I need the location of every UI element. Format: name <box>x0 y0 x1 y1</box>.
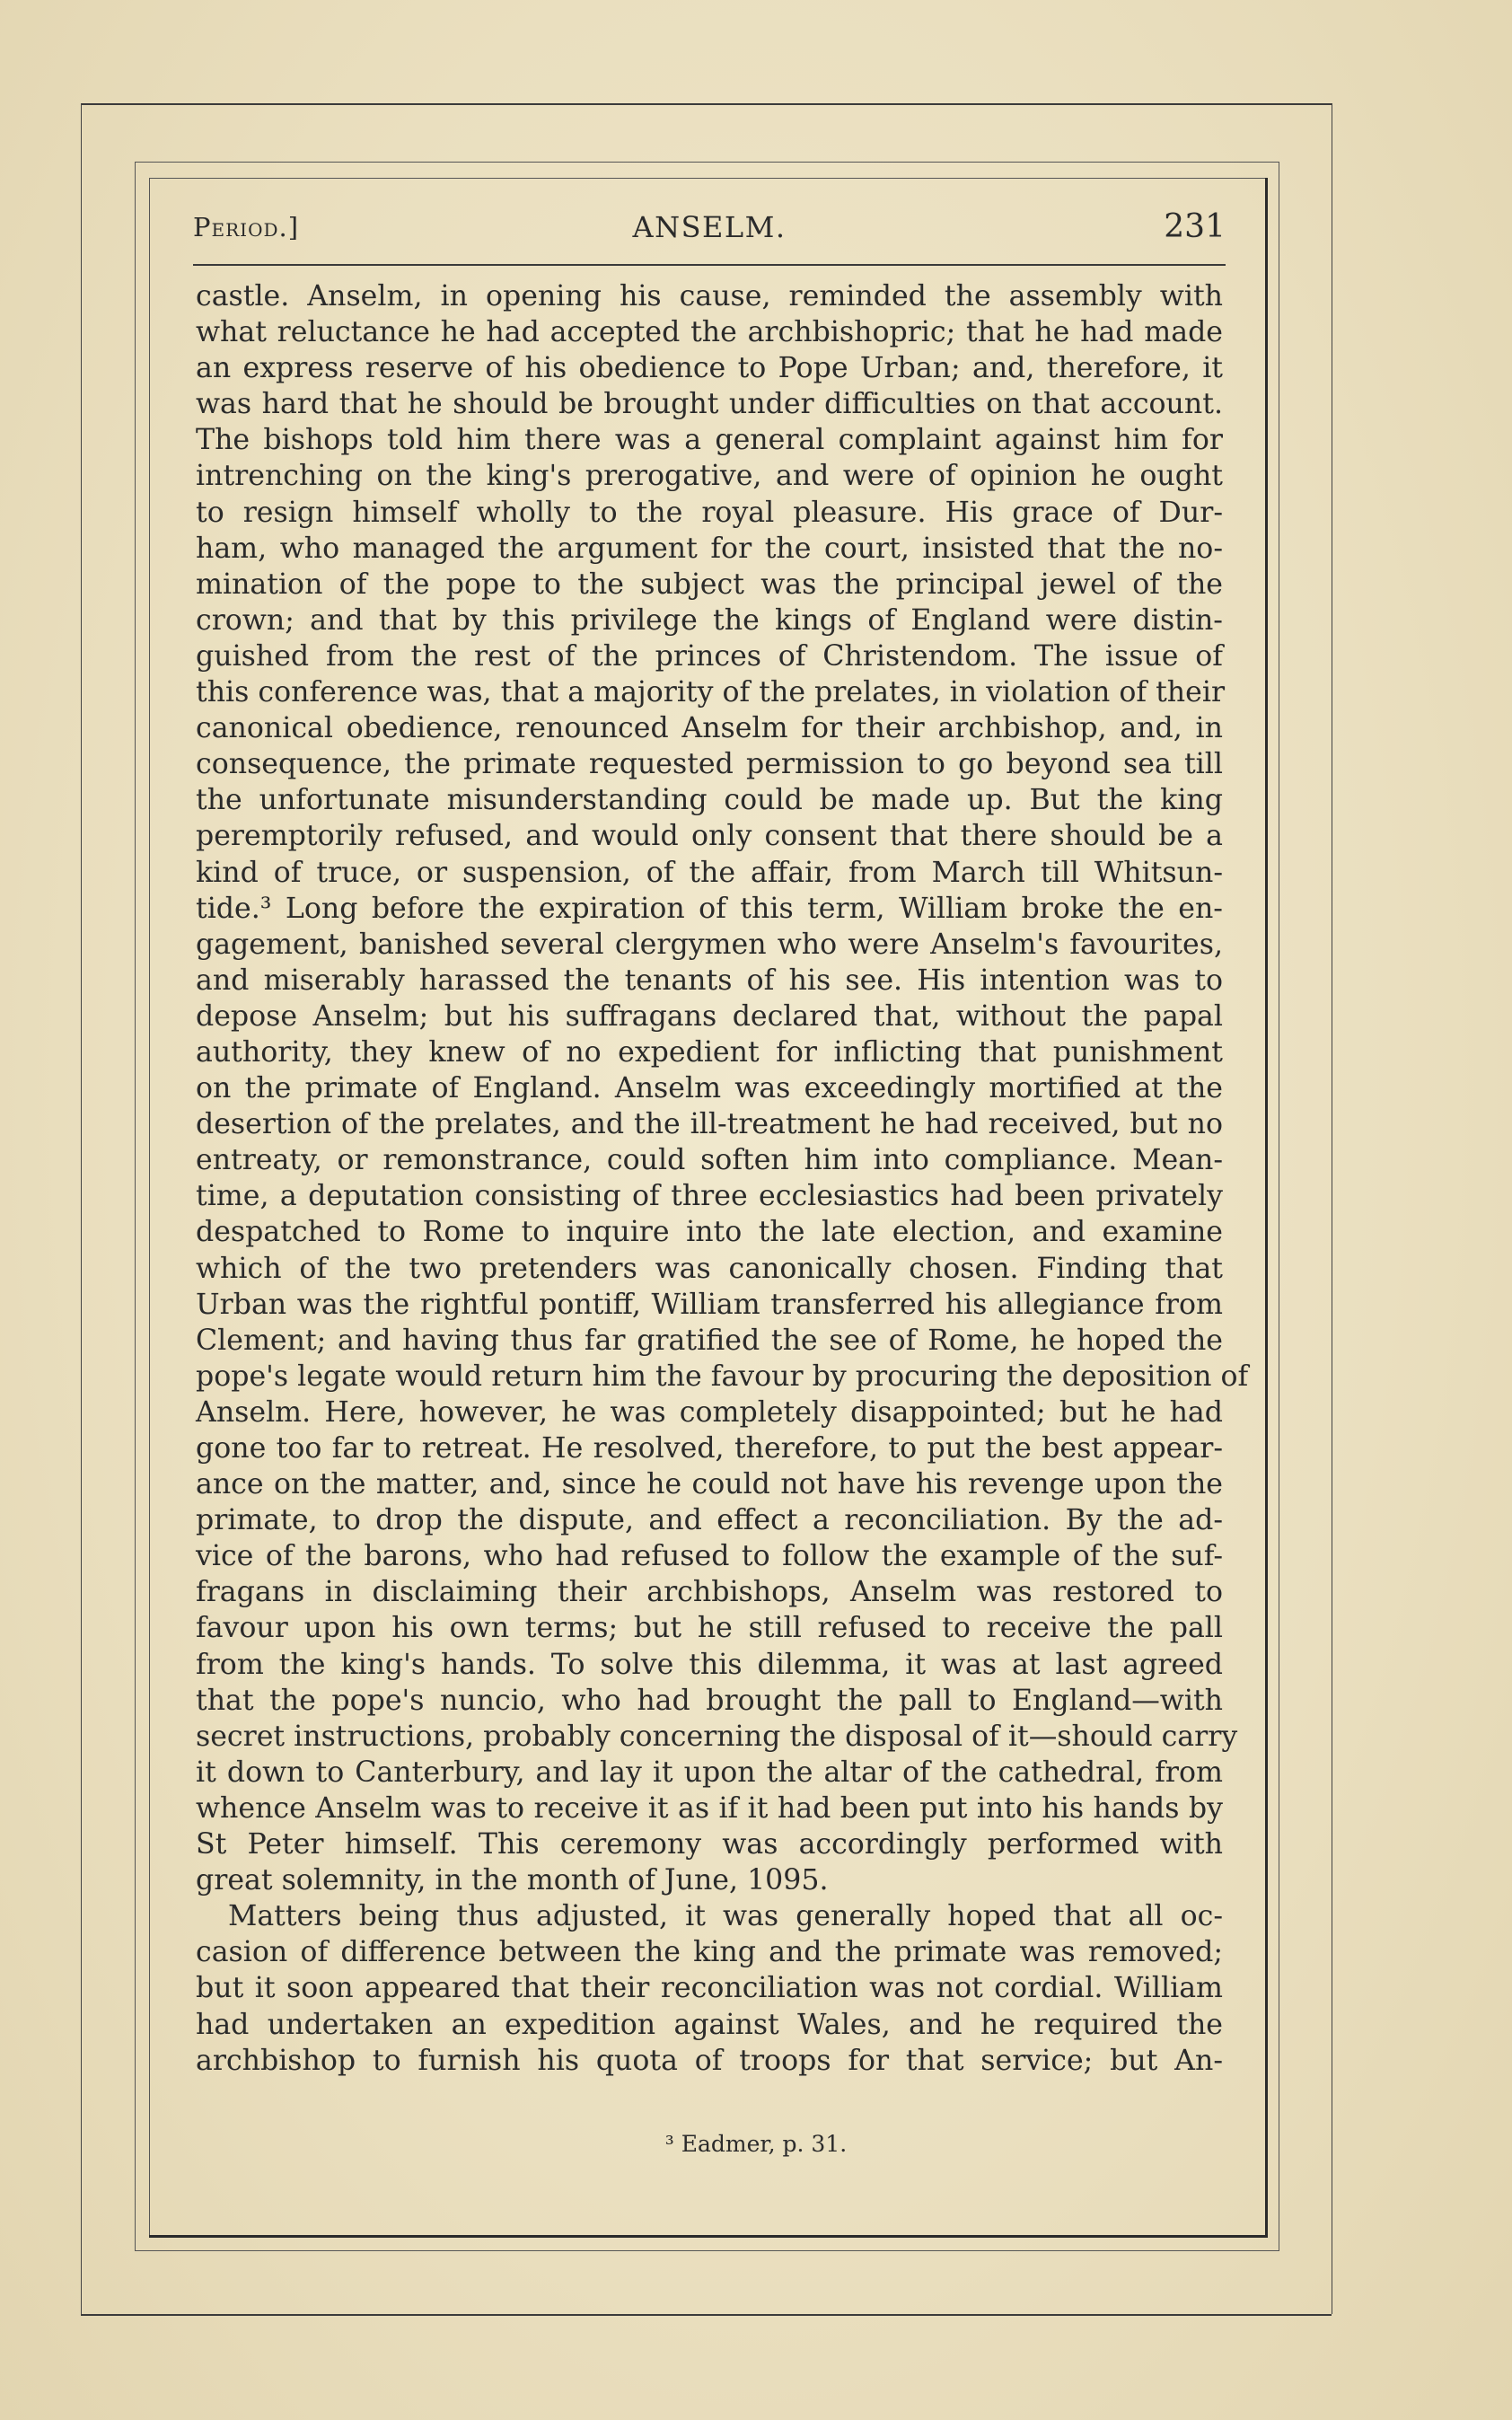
text-line: Urban was the rightful pontiff, William transferred his allegiance from <box>196 1288 1223 1321</box>
header-rule <box>193 264 1226 266</box>
body-text <box>196 278 1249 2079</box>
text-line: the unfortunate misunderstanding could be made up. But the king <box>196 784 1223 817</box>
text-line: favour upon his own terms; but he still refused to receive the pall <box>196 1612 1223 1645</box>
text-line: was hard that he should be brought under difficulties on that account. <box>196 388 1223 421</box>
text-line: gagement, banished several clergymen who were Anselm's favourites, <box>196 928 1223 961</box>
text-line: had undertaken an expedition against Wales, and he required the <box>196 2008 1223 2041</box>
running-head-period: Period.] <box>193 212 300 242</box>
text-line: castle. Anselm, in opening his cause, reminded the assembly with <box>196 280 1223 312</box>
text-line: gone too far to retreat. He resolved, therefore, to put the best appear- <box>196 1432 1223 1465</box>
text-line: entreaty, or remonstrance, could soften him into compliance. Mean- <box>196 1144 1223 1177</box>
text-line: peremptorily refused, and would only consent that there should be a <box>196 820 1223 853</box>
text-line: what reluctance he had accepted the archbishopric; that he had made <box>196 316 1223 349</box>
text-line: intrenching on the king's prerogative, and were of opinion he ought <box>196 460 1223 493</box>
text-line: pope's legate would return him the favour by procuring the deposition of <box>196 1360 1249 1393</box>
text-line: on the primate of England. Anselm was exceedingly mortified at the <box>196 1072 1223 1105</box>
text-line: whence Anselm was to receive it as if it had been put into his hands by <box>196 1791 1223 1825</box>
text-line: The bishops told him there was a general complaint against him for <box>196 424 1223 457</box>
text-line: from the king's hands. To solve this dilemma, it was at last agreed <box>196 1648 1223 1681</box>
text-line: vice of the barons, who had refused to follow the example of the suf- <box>196 1540 1223 1573</box>
text-line: kind of truce, or suspension, of the affair, from March till Whitsun- <box>196 856 1223 889</box>
inner-frame-accent-right <box>1265 178 1268 2236</box>
text-line: archbishop to furnish his quota of troops for that service; but An- <box>196 2044 1223 2077</box>
text-line: fragans in disclaiming their archbishops, Anselm was restored to <box>196 1576 1223 1609</box>
text-line: consequence, the primate requested permission to go beyond sea till <box>196 748 1223 781</box>
text-line: Clement; and having thus far gratified the see of Rome, he hoped the <box>196 1324 1223 1357</box>
text-line: Anselm. Here, however, he was completely disappointed; but he had <box>196 1395 1223 1429</box>
text-line: it down to Canterbury, and lay it upon the altar of the cathedral, from <box>196 1756 1223 1789</box>
text-line: casion of difference between the king and the primate was removed; <box>196 1936 1223 1969</box>
text-line: an express reserve of his obedience to Pope Urban; and, therefore, it <box>196 352 1223 385</box>
text-line: mination of the pope to the subject was the principal jewel of the <box>196 568 1223 601</box>
running-head <box>193 208 1226 253</box>
text-line: ance on the matter, and, since he could not have his revenge upon the <box>196 1468 1223 1501</box>
text-line: desertion of the prelates, and the ill-treatment he had received, but no <box>196 1108 1223 1141</box>
text-line: tide.³ Long before the expiration of this term, William broke the en- <box>196 892 1223 925</box>
text-line: this conference was, that a majority of the prelates, in violation of their <box>196 676 1226 709</box>
outer-frame-left-rule <box>81 103 82 2314</box>
text-line: time, a deputation consisting of three ecclesiastics had been privately <box>196 1180 1223 1213</box>
text-line: primate, to drop the dispute, and effect a reconciliation. By the ad- <box>196 1504 1223 1537</box>
text-line: which of the two pretenders was canonically chosen. Finding that <box>196 1252 1223 1285</box>
footnote: ³ Eadmer, p. 31. <box>664 2131 848 2157</box>
text-line: crown; and that by this privilege the kings of England were distin- <box>196 603 1223 637</box>
text-line: to resign himself wholly to the royal pleasure. His grace of Dur- <box>196 496 1223 529</box>
text-line: that the pope's nuncio, who had brought the pall to England—with <box>196 1684 1223 1717</box>
text-line: St Peter himself. This ceremony was accordingly performed with <box>196 1828 1223 1861</box>
text-line: Matters being thus adjusted, it was generally hoped that all oc- <box>228 1900 1223 1933</box>
text-line: authority, they knew of no expedient for inflicting that punishment <box>196 1035 1223 1069</box>
text-line: canonical obedience, renounced Anselm for their archbishop, and, in <box>196 712 1223 745</box>
running-head-title: ANSELM. <box>632 210 787 244</box>
text-line: and miserably harassed the tenants of his see. His intention was to <box>196 964 1223 997</box>
text-line: guished from the rest of the princes of Christendom. The issue of <box>196 639 1223 673</box>
page-number: 231 <box>1164 208 1226 245</box>
text-line: depose Anselm; but his suffragans declared that, without the papal <box>196 999 1223 1033</box>
text-line: but it soon appeared that their reconciliation was not cordial. William <box>196 1972 1223 2005</box>
text-line: great solemnity, in the month of June, 1095. <box>196 1864 829 1897</box>
text-line: despatched to Rome to inquire into the late election, and examine <box>196 1216 1223 1249</box>
inner-frame-accent-bottom <box>149 2235 1268 2238</box>
text-line: secret instructions, probably concerning the disposal of it—should carry <box>196 1720 1238 1753</box>
text-line: ham, who managed the argument for the court, insisted that the no- <box>196 532 1223 565</box>
